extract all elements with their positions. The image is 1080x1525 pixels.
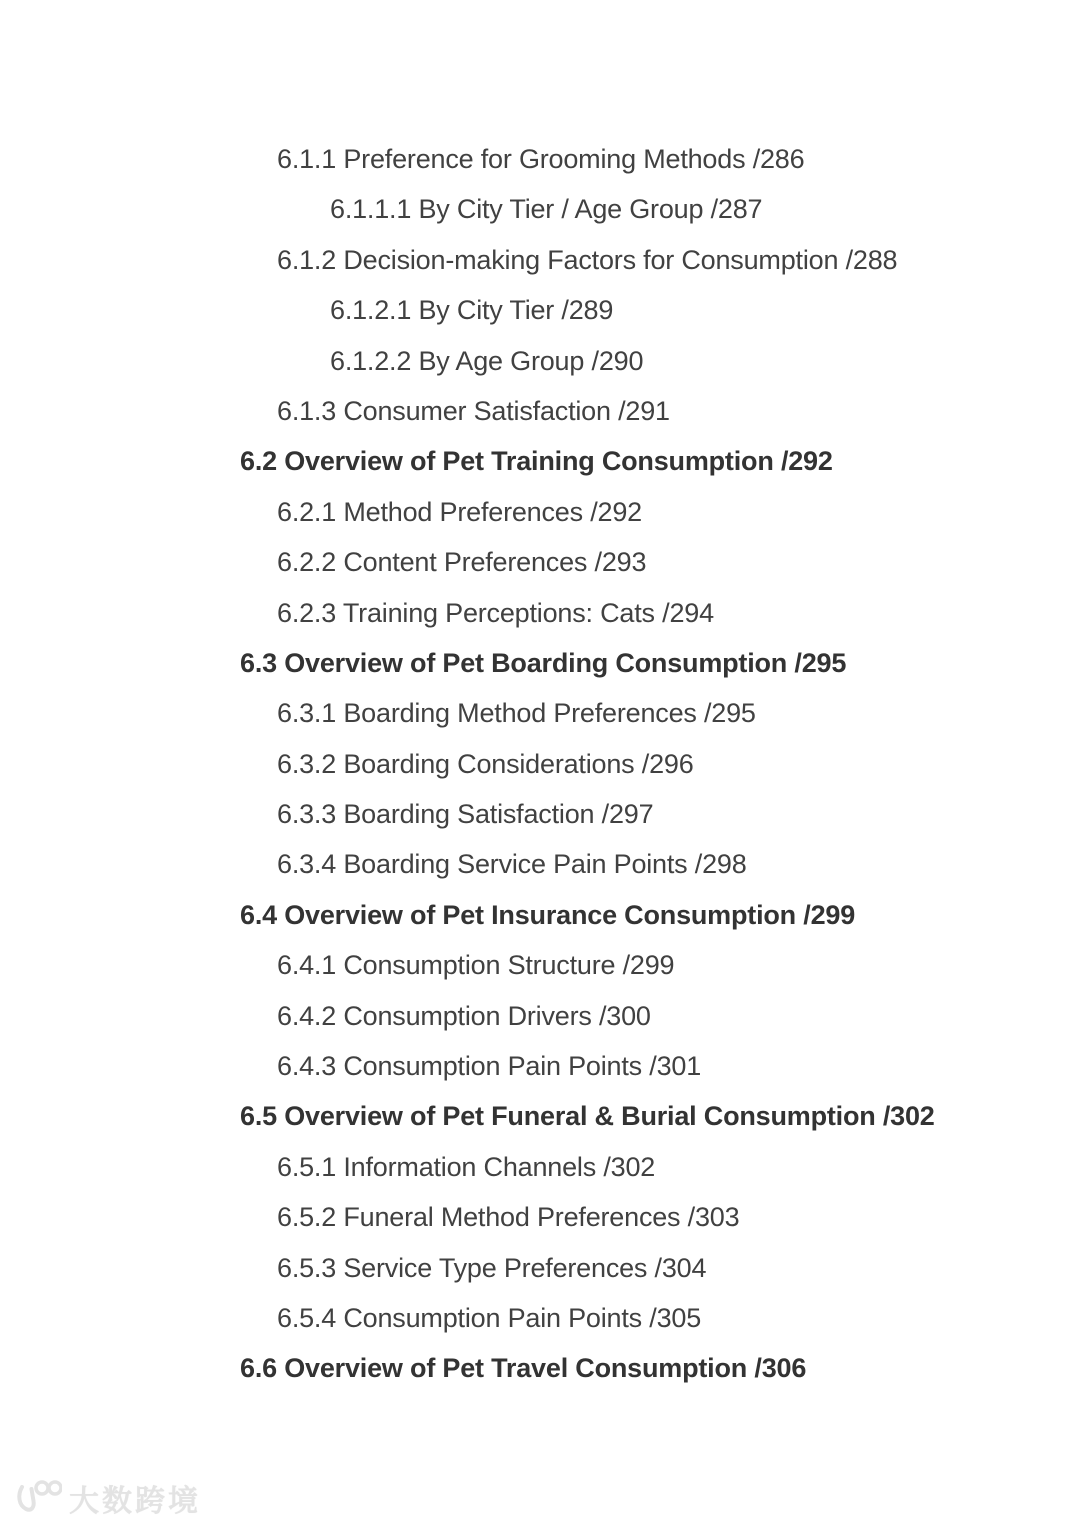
toc-entry-number: 6.4.3	[277, 1051, 337, 1082]
toc-entry-title: Boarding Method Preferences	[343, 698, 697, 729]
toc-entry	[0, 235, 1080, 285]
watermark-text: 大数跨境	[69, 1485, 201, 1518]
toc-entry	[0, 1192, 1080, 1242]
toc-entry-title: Consumption Structure	[343, 950, 616, 981]
toc-entry-page: /305	[649, 1302, 702, 1333]
toc-entry-number: 6.1.1.1	[330, 194, 412, 225]
toc-entry-number: 6.2.2	[277, 547, 337, 578]
toc-entry-title: Consumption Drivers	[343, 1000, 592, 1031]
toc-entry-number: 6.3	[240, 647, 277, 678]
toc-entry	[0, 1293, 1080, 1343]
toc-entry-number: 6.2	[240, 446, 277, 477]
toc-entry-title: Overview of Pet Insurance Consumption	[284, 899, 796, 930]
toc-entry	[0, 940, 1080, 990]
toc-entry	[0, 588, 1080, 638]
toc-entry-title: Training Perceptions: Cats	[342, 597, 655, 628]
toc-entry-page: /298	[694, 849, 747, 880]
toc-entry-number: 6.6	[240, 1353, 277, 1384]
toc-entry-title: Consumption Pain Points	[343, 1302, 642, 1333]
toc-entry-page: /297	[601, 799, 654, 830]
toc-entry-page: /295	[794, 647, 847, 678]
toc-entry-number: 6.2.1	[277, 496, 337, 527]
toc-entry-title: Boarding Satisfaction	[343, 799, 595, 830]
toc-entry	[0, 537, 1080, 587]
toc-entry-page: /288	[845, 244, 898, 275]
toc-entry-title: Content Preferences	[343, 547, 588, 578]
toc-entry-page: /299	[622, 950, 675, 981]
toc-entry-title: Overview of Pet Travel Consumption	[284, 1353, 748, 1384]
toc-entry-page: /295	[704, 698, 756, 729]
toc-entry-title: Overview of Pet Boarding Consumption	[284, 647, 788, 678]
toc-entry-page: /293	[594, 547, 647, 578]
toc-entry-number: 6.5	[240, 1101, 277, 1132]
toc-entry-page: /289	[561, 295, 614, 326]
toc-entry	[0, 487, 1080, 537]
toc-entry-number: 6.5.3	[277, 1252, 337, 1283]
toc-entry-title: Consumer Satisfaction	[343, 395, 611, 426]
toc-entry-number: 6.5.4	[277, 1302, 337, 1333]
toc-entry-page: /304	[654, 1252, 707, 1283]
toc-entry-number: 6.3.2	[277, 748, 337, 779]
toc-entry	[0, 789, 1080, 839]
toc-entry-number: 6.3.1	[277, 698, 337, 729]
toc-entry	[0, 890, 1080, 940]
toc-entry-page: /306	[754, 1353, 807, 1384]
toc-entry-number: 6.1.2	[277, 244, 337, 275]
toc-entry-page: /303	[687, 1202, 740, 1233]
toc-entry-number: 6.1.1	[277, 144, 337, 174]
toc-entry-title: Overview of Pet Funeral & Burial Consumption	[284, 1101, 876, 1132]
dashu-100-glasses-logo-icon	[14, 1478, 62, 1518]
toc-entry-title: Overview of Pet Training Consumption	[284, 446, 774, 477]
toc-entry-number: 6.3.4	[277, 849, 337, 880]
toc-entry	[0, 386, 1080, 436]
toc-entry	[0, 739, 1080, 789]
toc-entry-page: /302	[603, 1151, 656, 1182]
toc-entry-page: /292	[590, 496, 642, 527]
toc-entry	[0, 134, 1080, 184]
watermark	[14, 1476, 201, 1520]
toc-entry-number: 6.4	[240, 899, 277, 930]
toc-entry-page: /286	[752, 144, 805, 174]
toc-entry-title: By Age Group	[418, 345, 585, 376]
toc-entry	[0, 1243, 1080, 1293]
toc-entry-number: 6.4.1	[277, 950, 337, 981]
toc-entry-page: /287	[710, 194, 763, 225]
toc-list	[0, 134, 1080, 1394]
toc-entry	[0, 688, 1080, 738]
toc-entry	[0, 991, 1080, 1041]
toc-entry-page: /300	[598, 1000, 651, 1031]
toc-entry-number: 6.4.2	[277, 1000, 337, 1031]
toc-entry-title: By City Tier	[418, 295, 555, 326]
toc-entry	[0, 336, 1080, 386]
toc-entry-title: Boarding Considerations	[343, 748, 635, 779]
toc-entry-page: /294	[662, 597, 714, 628]
toc-entry-title: Boarding Service Pain Points	[343, 849, 688, 880]
toc-entry-page: /291	[618, 395, 670, 426]
toc-entry-page: /296	[641, 748, 694, 779]
toc-entry-page: /299	[803, 899, 856, 930]
toc-entry-page: /292	[780, 446, 833, 477]
toc-entry	[0, 184, 1080, 234]
toc-entry-title: Preference for Grooming Methods	[343, 144, 746, 174]
toc-entry	[0, 638, 1080, 688]
toc-entry-number: 6.1.3	[277, 395, 337, 426]
toc-entry-title: Consumption Pain Points	[343, 1051, 642, 1082]
toc-entry	[0, 285, 1080, 335]
toc-entry	[0, 1343, 1080, 1393]
toc-entry-title: By City Tier / Age Group	[418, 194, 704, 225]
toc-entry-number: 6.1.2.1	[330, 295, 412, 326]
toc-entry	[0, 1041, 1080, 1091]
toc-entry-number: 6.3.3	[277, 799, 337, 830]
toc-entry-title: Decision-making Factors for Consumption	[343, 244, 839, 275]
toc-entry-title: Method Preferences	[343, 496, 583, 527]
toc-entry-title: Information Channels	[343, 1151, 597, 1182]
toc-entry-page: /290	[591, 345, 644, 376]
toc-entry	[0, 436, 1080, 486]
toc-entry-number: 6.2.3	[277, 597, 337, 628]
toc-entry-number: 6.5.2	[277, 1202, 337, 1233]
toc-entry-number: 6.5.1	[277, 1151, 337, 1182]
toc-entry	[0, 1091, 1080, 1141]
toc-entry	[0, 839, 1080, 889]
toc-entry-page: /301	[649, 1051, 702, 1082]
toc-entry-number: 6.1.2.2	[330, 345, 412, 376]
toc-entry-title: Service Type Preferences	[343, 1252, 648, 1283]
toc-entry	[0, 1142, 1080, 1192]
toc-entry-page: /302	[882, 1101, 935, 1132]
toc-entry-title: Funeral Method Preferences	[343, 1202, 681, 1233]
